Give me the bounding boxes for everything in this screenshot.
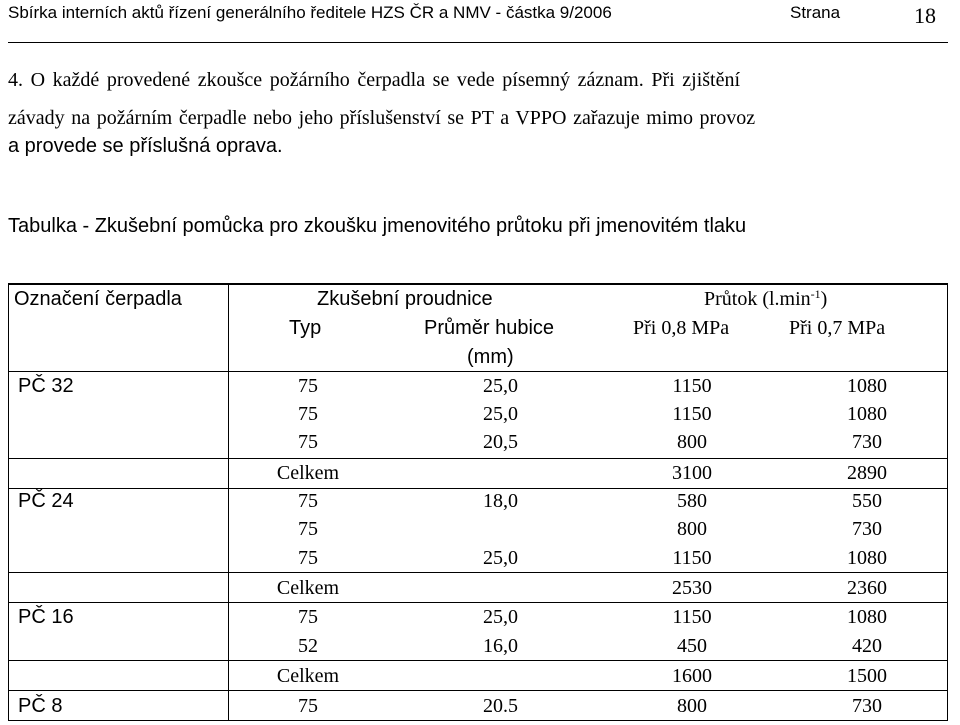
table-caption: Tabulka - Zkušební pomůcka pro zkoušku jmenovitého průtoku při jmenovitém tlaku	[8, 215, 747, 237]
flow-08-cell: 800	[677, 518, 707, 540]
flow-08-cell: 2530	[672, 577, 712, 599]
nozzle-diameter-cell: 18,0	[483, 490, 518, 512]
header-type: Typ	[289, 317, 322, 339]
flow-07-cell: 1080	[847, 547, 887, 569]
nozzle-diameter-cell: 25,0	[483, 375, 518, 397]
flow-08-cell: 1150	[672, 403, 712, 425]
paragraph-line-3: a provede se příslušná oprava.	[8, 135, 283, 157]
nozzle-type-cell: 75	[298, 490, 318, 512]
header-bottom-border	[8, 371, 948, 372]
nozzle-type-cell: 75	[298, 695, 318, 717]
paragraph-line-2: závady na požárním čerpadle nebo jeho příslušenství se PT a VPPO zařazuje mimo provoz	[8, 107, 756, 129]
table-bottom-border	[8, 720, 948, 721]
flow-08-cell: 800	[677, 431, 707, 453]
nozzle-type-cell: 75	[298, 547, 318, 569]
flow-07-cell: 2890	[847, 462, 887, 484]
nozzle-diameter-cell: 25,0	[483, 606, 518, 628]
flow-07-cell: 730	[852, 518, 882, 540]
table-column-divider	[228, 283, 229, 720]
page-label: Strana	[790, 3, 841, 22]
total-label-cell: Celkem	[276, 665, 340, 687]
flow-08-cell: 800	[677, 695, 707, 717]
flow-07-cell: 1080	[847, 403, 887, 425]
nozzle-type-cell: 75	[298, 375, 318, 397]
pump-designation-cell: PČ 24	[18, 490, 74, 512]
total-label-cell: Celkem	[276, 462, 340, 484]
header-flow-close: )	[820, 288, 828, 310]
flow-07-cell: 420	[852, 635, 882, 657]
header-nozzle-diameter: Průměr hubice	[424, 317, 555, 339]
row-divider	[8, 602, 948, 603]
header-flow-text: Průtok (l.min	[704, 288, 811, 310]
nozzle-type-cell: 75	[298, 403, 318, 425]
row-divider	[8, 572, 948, 573]
flow-07-cell: 1080	[847, 375, 887, 397]
header-pressure-08: Při 0,8 MPa	[633, 317, 730, 339]
nozzle-diameter-cell: 25,0	[483, 547, 518, 569]
table-left-border	[8, 283, 9, 720]
flow-08-cell: 580	[677, 490, 707, 512]
paragraph-line-1: 4. O každé provedené zkoušce požárního čerpadla se vede písemný záznam. Při zjištění	[8, 69, 741, 91]
row-divider	[8, 690, 948, 691]
flow-08-cell: 1600	[672, 665, 712, 687]
flow-07-cell: 1500	[847, 665, 887, 687]
nozzle-diameter-cell: 16,0	[483, 635, 518, 657]
header-divider	[8, 42, 948, 43]
header-flow-exponent: -1	[810, 287, 821, 301]
header-pump-designation: Označení čerpadla	[14, 288, 182, 310]
flow-07-cell: 730	[852, 695, 882, 717]
table-right-border	[947, 283, 948, 720]
page-number: 18	[914, 3, 936, 28]
flow-07-cell: 2360	[847, 577, 887, 599]
nozzle-type-cell: 75	[298, 431, 318, 453]
document-header-title: Sbírka interních aktů řízení generálního ředitele HZS ČR a NMV - částka 9/2006	[8, 3, 612, 22]
row-divider	[8, 660, 948, 661]
header-test-nozzle: Zkušební proudnice	[317, 288, 493, 310]
flow-08-cell: 1150	[672, 375, 712, 397]
nozzle-type-cell: 75	[298, 606, 318, 628]
row-divider	[8, 458, 948, 459]
header-pressure-07: Při 0,7 MPa	[789, 317, 886, 339]
nozzle-diameter-cell: 25,0	[483, 403, 518, 425]
flow-08-cell: 450	[677, 635, 707, 657]
flow-07-cell: 730	[852, 431, 882, 453]
pump-designation-cell: PČ 8	[18, 695, 63, 717]
pump-designation-cell: PČ 32	[18, 375, 74, 397]
header-flow	[704, 289, 827, 309]
header-diameter-unit: (mm)	[467, 346, 514, 368]
flow-07-cell: 1080	[847, 606, 887, 628]
flow-08-cell: 3100	[672, 462, 712, 484]
flow-08-cell: 1150	[672, 606, 712, 628]
flow-08-cell: 1150	[672, 547, 712, 569]
total-label-cell: Celkem	[276, 577, 340, 599]
nozzle-diameter-cell: 20.5	[483, 695, 518, 717]
nozzle-type-cell: 75	[298, 518, 318, 540]
nozzle-type-cell: 52	[298, 635, 318, 657]
pump-designation-cell: PČ 16	[18, 606, 74, 628]
row-divider	[8, 488, 948, 489]
table-top-border	[8, 283, 948, 285]
flow-07-cell: 550	[852, 490, 882, 512]
nozzle-diameter-cell: 20,5	[483, 431, 518, 453]
